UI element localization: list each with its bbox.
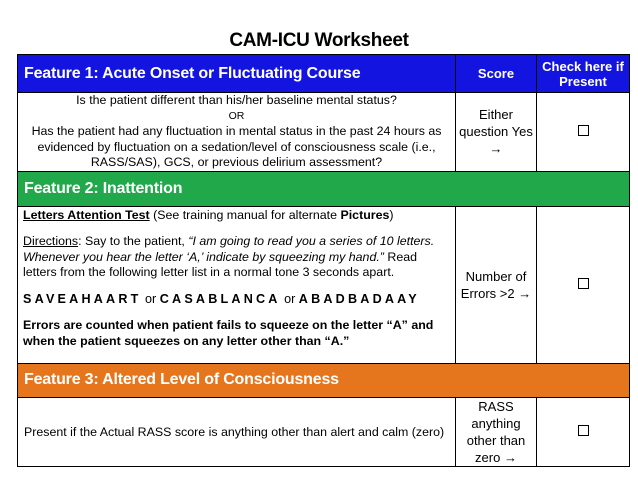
directions-colon: : Say to the patient, [78, 234, 189, 248]
feature1-heading: Feature 1: Acute Onset or Fluctuating Course [18, 55, 456, 93]
feature1-questions [18, 93, 456, 172]
letter-list-3: ABADBADAAY [298, 291, 420, 306]
feature2-heading: Feature 2: Inattention [18, 171, 630, 206]
test-note-bold: Pictures [340, 207, 390, 222]
page-title: CAM-ICU Worksheet [229, 30, 409, 51]
cam-icu-table [17, 54, 630, 467]
feature3-check-cell [537, 397, 630, 466]
feature1-checkbox[interactable] [578, 125, 589, 136]
test-note-prefix: (See training manual for alternate [149, 207, 341, 222]
letter-list-1: SAVEAHAART [23, 291, 142, 306]
directions-paragraph [23, 234, 450, 281]
feature1-row [18, 93, 630, 172]
feature1-header-row [18, 55, 630, 93]
test-note-suffix: ) [389, 207, 394, 222]
directions-rest: Read letters from the following letter list in a normal tone 3 seconds apart. [23, 249, 417, 279]
letter-lists [23, 292, 450, 308]
feature3-text: Present if the Actual RASS score is anything other than alert and calm (zero) [18, 397, 456, 466]
feature2-row [18, 206, 630, 363]
feature2-header-row [18, 171, 630, 206]
feature2-content [18, 206, 456, 363]
feature3-row [18, 397, 630, 466]
directions-label: Directions [23, 234, 79, 248]
feature2-score: Number of Errors >2 → [456, 206, 537, 363]
test-name: Letters Attention Test [23, 207, 150, 222]
score-header: Score [456, 55, 537, 93]
feature3-checkbox[interactable] [578, 425, 589, 436]
errors-text: Errors are counted when patient fails to squeeze on the letter “A” and when the patient squeezes on any letter other than “A.” [23, 318, 434, 348]
feature3-score: RASS anything other than zero → [456, 397, 537, 466]
feature3-header-row [18, 363, 630, 397]
feature1-score: Either question Yes → [456, 93, 537, 172]
letter-list-2: CASABLANCA [159, 291, 281, 306]
or-word-1: or [141, 291, 160, 306]
letters-test-line [23, 208, 450, 224]
feature3-heading: Feature 3: Altered Level of Consciousness [18, 363, 630, 397]
feature2-checkbox[interactable] [578, 278, 589, 289]
directions-quote: “I am going to read you a series of 10 letters. Whenever you hear the letter ‘A,’ indicate by squeezing my hand.” [23, 234, 435, 264]
feature1-question1: Is the patient different than his/her baseline mental status? [76, 93, 397, 107]
feature2-check-cell [537, 206, 630, 363]
check-header: Check here if Present [537, 55, 630, 93]
feature1-question2: Has the patient had any fluctuation in mental status in the past 24 hours as evidenced by fluctuation on a sedation/level of consciousness scale (i.e., RASS/SAS), GCS, or previous delirium assessment? [31, 124, 442, 169]
feature1-or: OR [228, 109, 245, 122]
feature1-check-cell [537, 93, 630, 172]
or-word-2: or [280, 291, 299, 306]
